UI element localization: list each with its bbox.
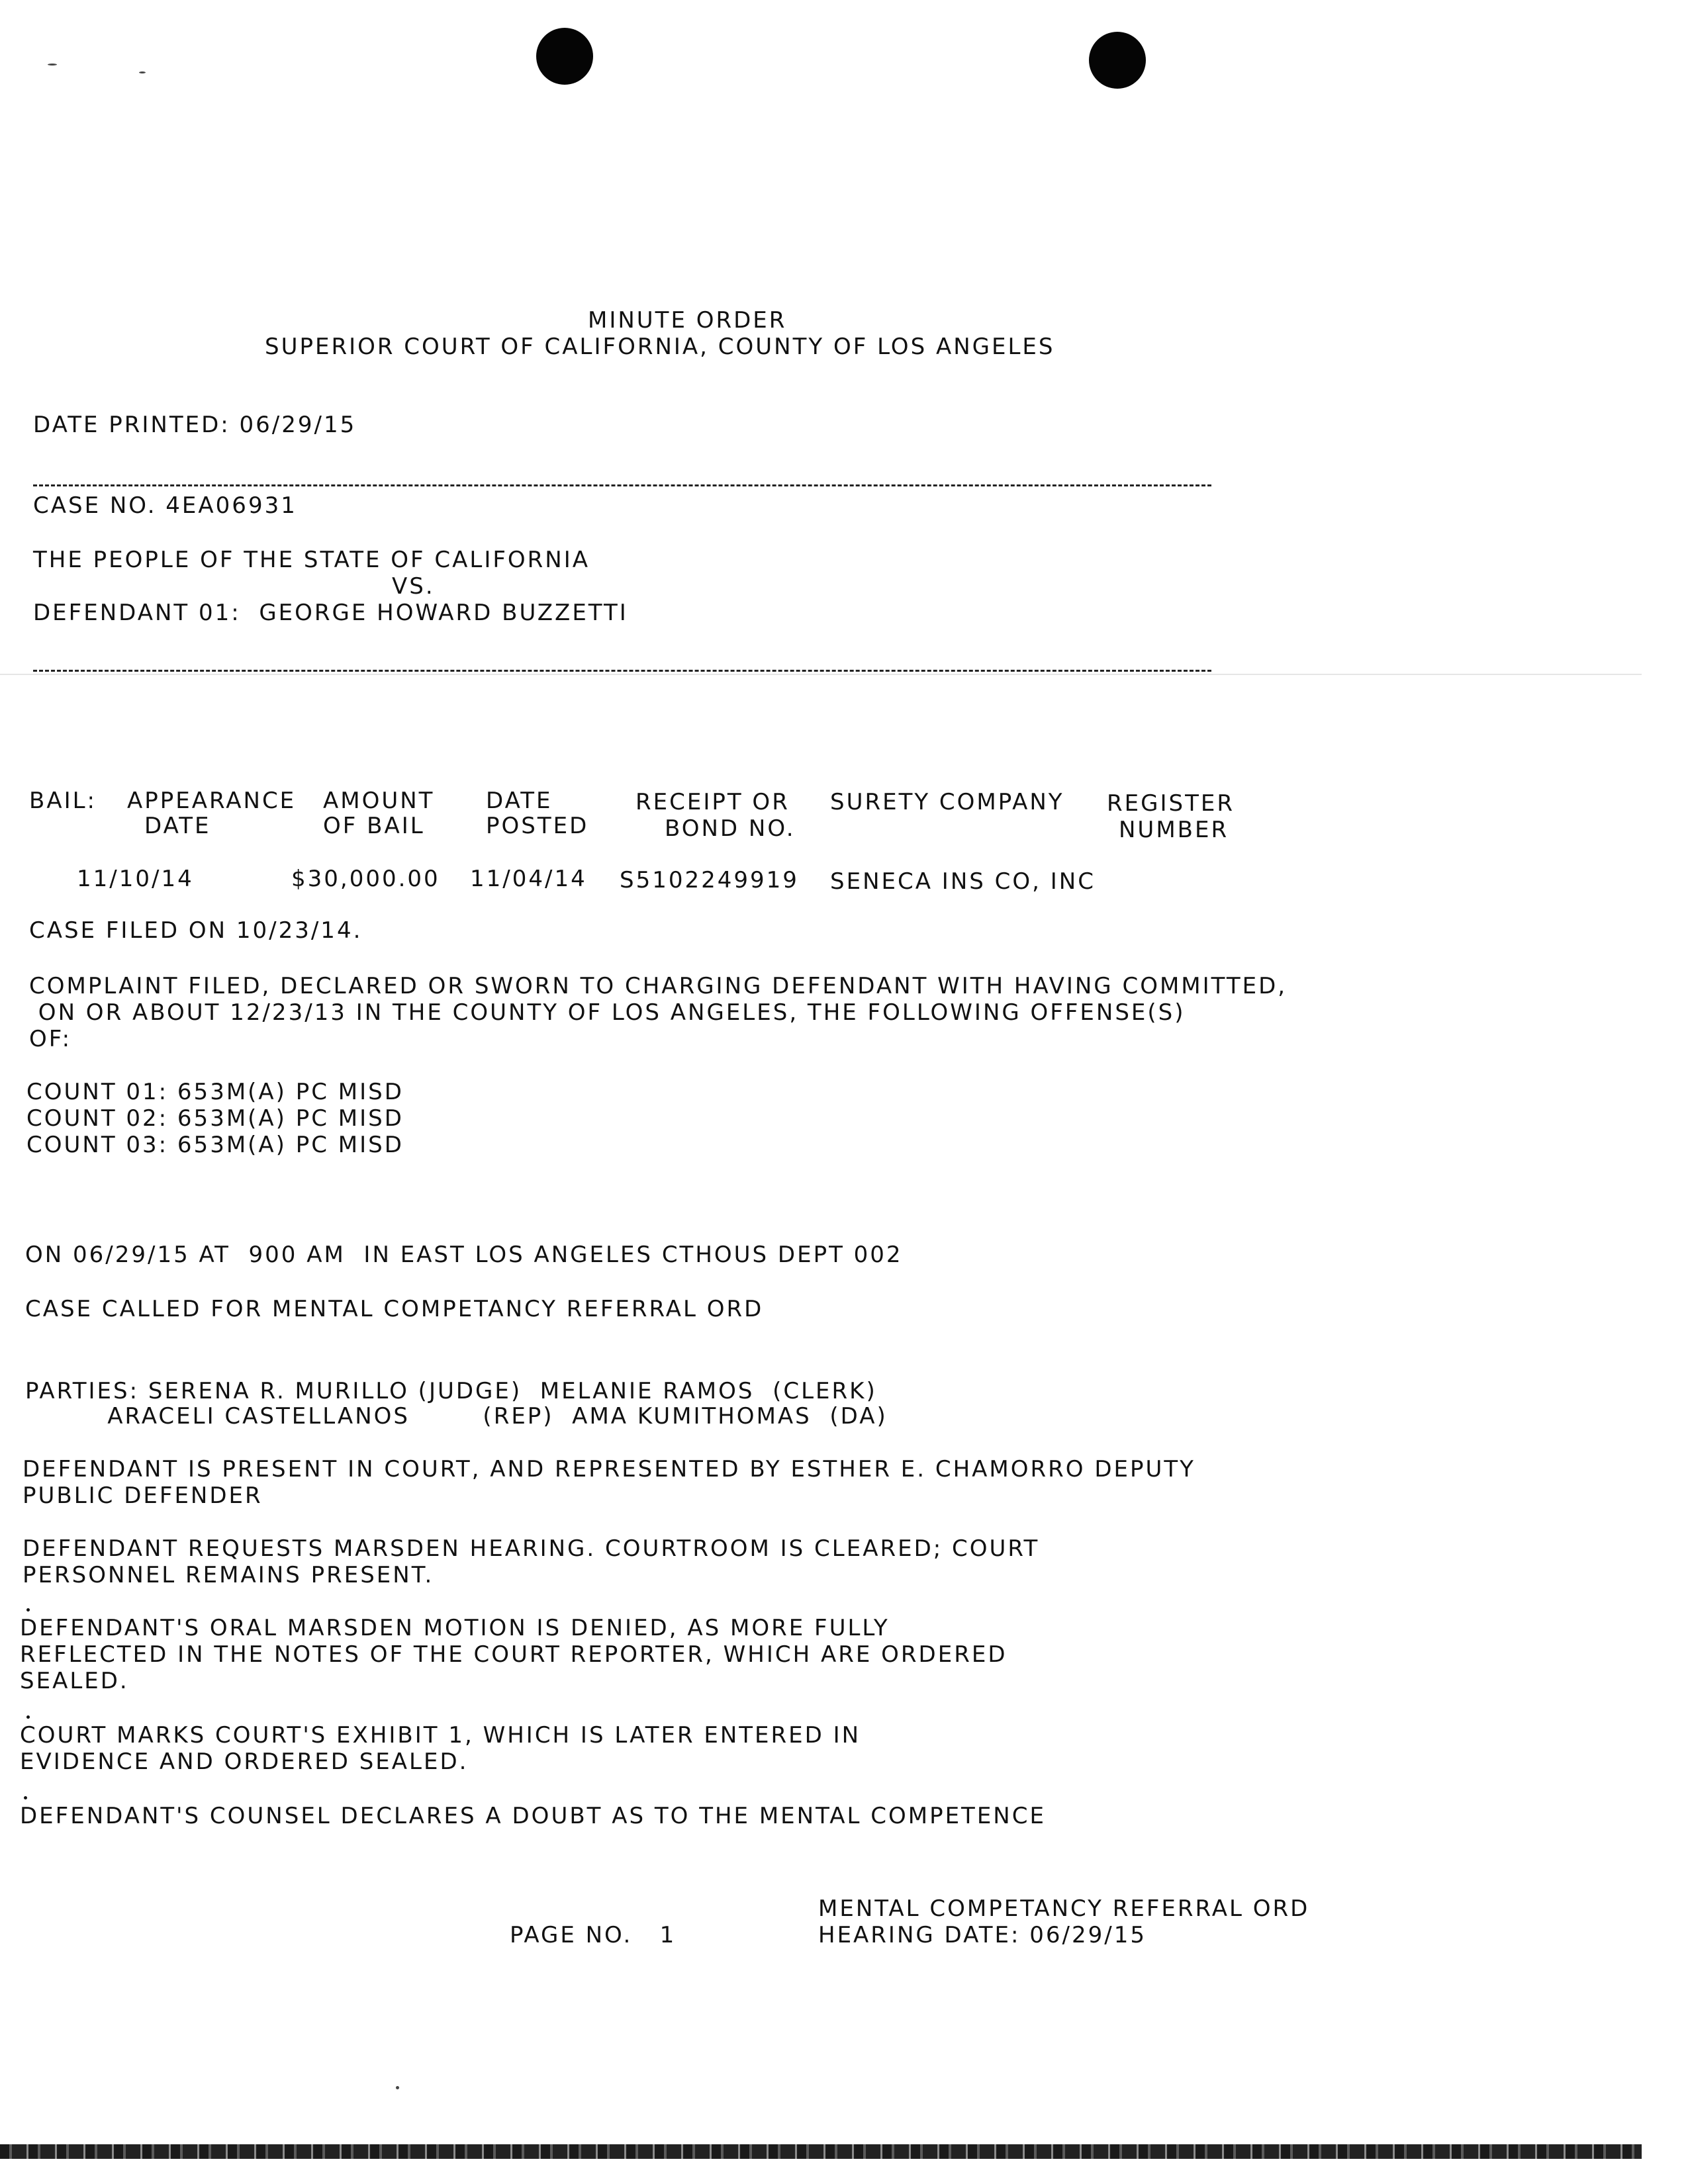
versus: VS. bbox=[392, 573, 435, 600]
count-01: COUNT 01: 653M(A) PC MISD bbox=[26, 1079, 404, 1105]
case-number: CASE NO. 4EA06931 bbox=[33, 492, 297, 519]
period-mark bbox=[26, 1608, 30, 1612]
marsden-denied-3: SEALED. bbox=[20, 1668, 129, 1694]
scan-speck bbox=[139, 71, 146, 73]
referral-footer: MENTAL COMPETANCY REFERRAL ORD bbox=[818, 1895, 1310, 1922]
case-called: CASE CALLED FOR MENTAL COMPETANCY REFERRAL ORD bbox=[25, 1296, 764, 1322]
complaint-line-1: COMPLAINT FILED, DECLARED OR SWORN TO CHARGING DEFENDANT WITH HAVING COMMITTED, bbox=[29, 973, 1288, 999]
bail-amount: $30,000.00 bbox=[291, 866, 440, 892]
scan-speck bbox=[48, 64, 57, 66]
exhibit-2: EVIDENCE AND ORDERED SEALED. bbox=[20, 1749, 469, 1775]
complaint-line-2: ON OR ABOUT 12/23/13 IN THE COUNTY OF LOS ANGELES, THE FOLLOWING OFFENSE(S) bbox=[29, 999, 1186, 1026]
hearing-line: ON 06/29/15 AT 900 AM IN EAST LOS ANGELES CTHOUS DEPT 002 bbox=[25, 1242, 903, 1268]
hearing-date-footer: HEARING DATE: 06/29/15 bbox=[818, 1922, 1147, 1948]
parties-line-1: PARTIES: SERENA R. MURILLO (JUDGE) MELANIE RAMOS (CLERK) bbox=[25, 1378, 877, 1404]
bail-header-appearance-date: DATE bbox=[144, 813, 211, 839]
scan-speck bbox=[396, 2086, 399, 2089]
complaint-line-3: OF: bbox=[29, 1026, 72, 1052]
marsden-denied-1: DEFENDANT'S ORAL MARSDEN MOTION IS DENIED, AS MORE FULLY bbox=[20, 1615, 890, 1641]
bail-header-number: NUMBER bbox=[1119, 817, 1229, 843]
bail-header-date: DATE bbox=[486, 788, 553, 814]
bail-header-posted: POSTED bbox=[486, 813, 589, 839]
court-name: SUPERIOR COURT OF CALIFORNIA, COUNTY OF LOS ANGELES bbox=[265, 334, 1055, 360]
parties-line-2: ARACELI CASTELLANOS (REP) AMA KUMITHOMAS (DA) bbox=[25, 1403, 888, 1430]
bail-header-amount: AMOUNT bbox=[323, 788, 435, 814]
date-printed: DATE PRINTED: 06/29/15 bbox=[33, 412, 357, 438]
bail-header-register: REGISTER bbox=[1107, 790, 1235, 817]
defendant-caption: DEFENDANT 01: GEORGE HOWARD BUZZETTI bbox=[33, 600, 628, 626]
punch-hole-left bbox=[536, 28, 593, 85]
people-caption: THE PEOPLE OF THE STATE OF CALIFORNIA bbox=[33, 547, 590, 573]
document-title: MINUTE ORDER bbox=[588, 307, 787, 334]
bail-label: BAIL: bbox=[29, 788, 97, 814]
marsden-request-2: PERSONNEL REMAINS PRESENT. bbox=[23, 1562, 434, 1588]
case-filed: CASE FILED ON 10/23/14. bbox=[29, 917, 363, 944]
count-03: COUNT 03: 653M(A) PC MISD bbox=[26, 1132, 404, 1158]
counsel-doubt: DEFENDANT'S COUNSEL DECLARES A DOUBT AS TO THE MENTAL COMPETENCE bbox=[20, 1803, 1046, 1829]
bail-surety-company: SENECA INS CO, INC bbox=[830, 868, 1096, 895]
defendant-present-2: PUBLIC DEFENDER bbox=[23, 1482, 263, 1509]
bail-header-receipt: RECEIPT OR bbox=[635, 789, 790, 815]
bail-header-amount-of-bail: OF BAIL bbox=[323, 813, 425, 839]
page-number: PAGE NO. 1 bbox=[510, 1922, 677, 1948]
count-02: COUNT 02: 653M(A) PC MISD bbox=[26, 1105, 404, 1132]
marsden-request-1: DEFENDANT REQUESTS MARSDEN HEARING. COURTROOM IS CLEARED; COURT bbox=[23, 1535, 1040, 1562]
bail-appearance-date: 11/10/14 bbox=[77, 866, 194, 892]
divider-top bbox=[33, 484, 1211, 486]
defendant-present-1: DEFENDANT IS PRESENT IN COURT, AND REPRESENTED BY ESTHER E. CHAMORRO DEPUTY bbox=[23, 1456, 1196, 1482]
bail-header-surety: SURETY COMPANY bbox=[830, 789, 1064, 815]
marsden-denied-2: REFLECTED IN THE NOTES OF THE COURT REPORTER, WHICH ARE ORDERED bbox=[20, 1641, 1008, 1668]
fold-line bbox=[0, 674, 1642, 675]
bail-header-bond: BOND NO. bbox=[665, 815, 796, 842]
bail-date-posted: 11/04/14 bbox=[470, 866, 587, 892]
scan-edge-bar bbox=[0, 2144, 1642, 2159]
period-mark bbox=[26, 1715, 30, 1719]
bail-bond-number: S5102249919 bbox=[620, 867, 799, 893]
period-mark bbox=[24, 1796, 27, 1799]
exhibit-1: COURT MARKS COURT'S EXHIBIT 1, WHICH IS LATER ENTERED IN bbox=[20, 1722, 861, 1749]
bail-header-appearance: APPEARANCE bbox=[127, 788, 297, 814]
divider-bottom bbox=[33, 670, 1211, 672]
punch-hole-right bbox=[1089, 32, 1146, 89]
